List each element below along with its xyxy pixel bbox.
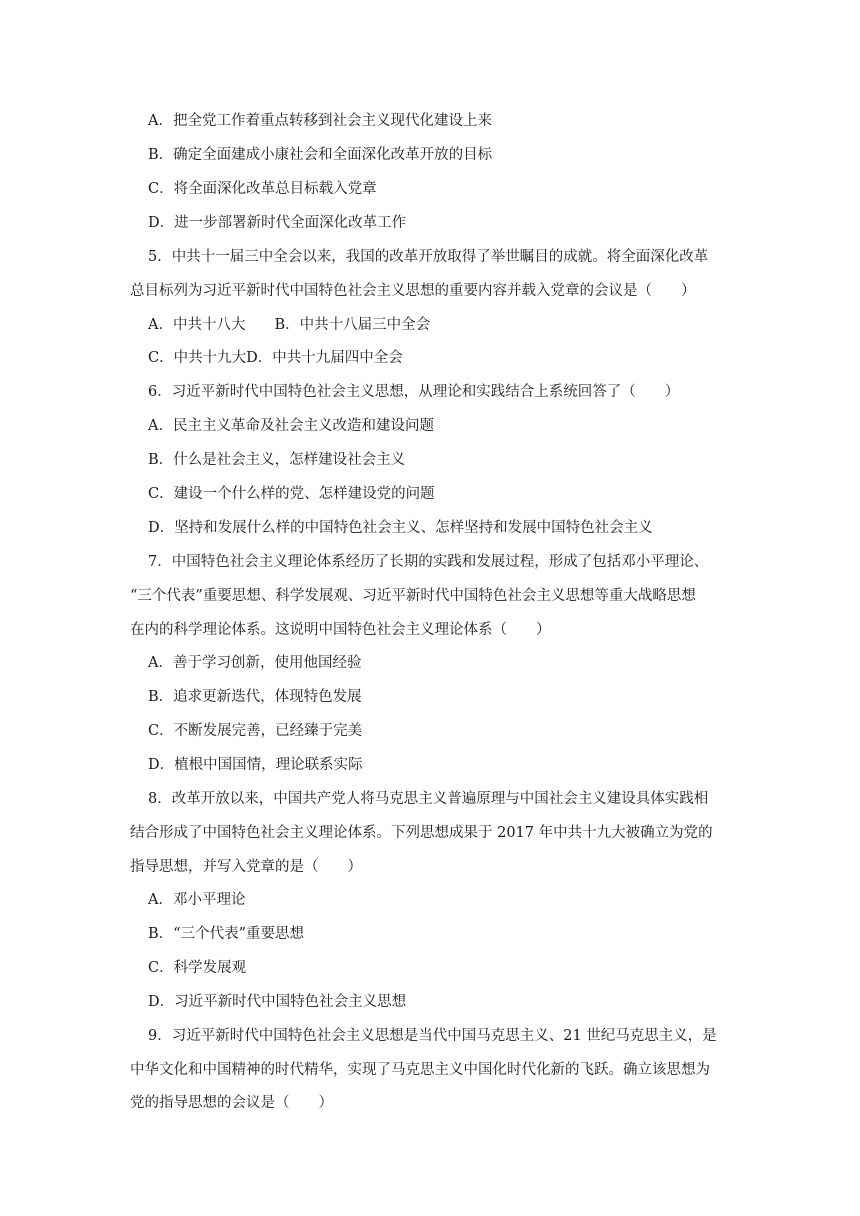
q5-options-line-1: A．中共十八大 B．中共十八届三中全会: [148, 317, 431, 333]
q5-options-line-2: C．中共十九大D．中共十九届四中全会: [148, 350, 403, 366]
q7-stem-line-2: “三个代表”重要思想、科学发展观、习近平新时代中国特色社会主义思想等重大战略思想: [130, 588, 696, 604]
q5-stem-line-2: 总目标列为习近平新时代中国特色社会主义思想的重要内容并载入党章的会议是（ ）: [130, 283, 696, 299]
q8-stem-line-3: 指导思想，并写入党章的是（ ）: [130, 859, 362, 875]
q7-option-c: C．不断发展完善，已经臻于完美: [148, 723, 363, 739]
q7-stem-line-1: 7．中国特色社会主义理论体系经历了长期的实践和发展过程，形成了包括邓小平理论、: [148, 554, 709, 570]
q8-stem-line-2: 结合形成了中国特色社会主义理论体系。下列思想成果于 2017 年中共十九大被确立为党的: [130, 825, 713, 841]
q6-option-c: C．建设一个什么样的党、怎样建设党的问题: [148, 486, 435, 502]
q4-option-d: D．进一步部署新时代全面深化改革工作: [148, 215, 407, 231]
q9-stem-line-3: 党的指导思想的会议是（ ）: [130, 1095, 333, 1111]
q8-option-a: A．邓小平理论: [148, 892, 246, 908]
q9-stem-line-1: 9．习近平新时代中国特色社会主义思想是当代中国马克思主义、21 世纪马克思主义，是: [148, 1028, 717, 1044]
q4-option-c: C．将全面深化改革总目标载入党章: [148, 181, 377, 197]
q8-option-c: C．科学发展观: [148, 960, 247, 976]
q6-option-d: D．坚持和发展什么样的中国特色社会主义、怎样坚持和发展中国特色社会主义: [148, 520, 653, 536]
q4-option-b: B．确定全面建成小康社会和全面深化改革开放的目标: [148, 147, 493, 163]
q7-stem-line-3: 在内的科学理论体系。这说明中国特色社会主义理论体系（ ）: [130, 622, 551, 638]
q6-option-a: A．民主主义革命及社会主义改造和建设问题: [148, 418, 434, 434]
q7-option-a: A．善于学习创新，使用他国经验: [148, 655, 362, 671]
q6-stem-line-1: 6．习近平新时代中国特色社会主义思想，从理论和实践结合上系统回答了（ ）: [148, 384, 680, 400]
q8-stem-line-1: 8．改革开放以来，中国共产党人将马克思主义普遍原理与中国社会主义建设具体实践相: [148, 791, 709, 807]
q7-option-b: B．追求更新迭代，体现特色发展: [148, 689, 362, 705]
q6-option-b: B．什么是社会主义，怎样建设社会主义: [148, 452, 406, 468]
q5-stem-line-1: 5．中共十一届三中全会以来，我国的改革开放取得了举世瞩目的成就。将全面深化改革: [148, 249, 709, 265]
q7-option-d: D．植根中国国情，理论联系实际: [148, 757, 363, 773]
q8-option-b: B．“三个代表”重要思想: [148, 926, 304, 942]
q9-stem-line-2: 中华文化和中国精神的时代精华，实现了马克思主义中国化时代化新的飞跃。确立该思想为: [130, 1062, 710, 1078]
q8-option-d: D．习近平新时代中国特色社会主义思想: [148, 994, 407, 1010]
q4-option-a: A．把全党工作着重点转移到社会主义现代化建设上来: [148, 113, 492, 129]
